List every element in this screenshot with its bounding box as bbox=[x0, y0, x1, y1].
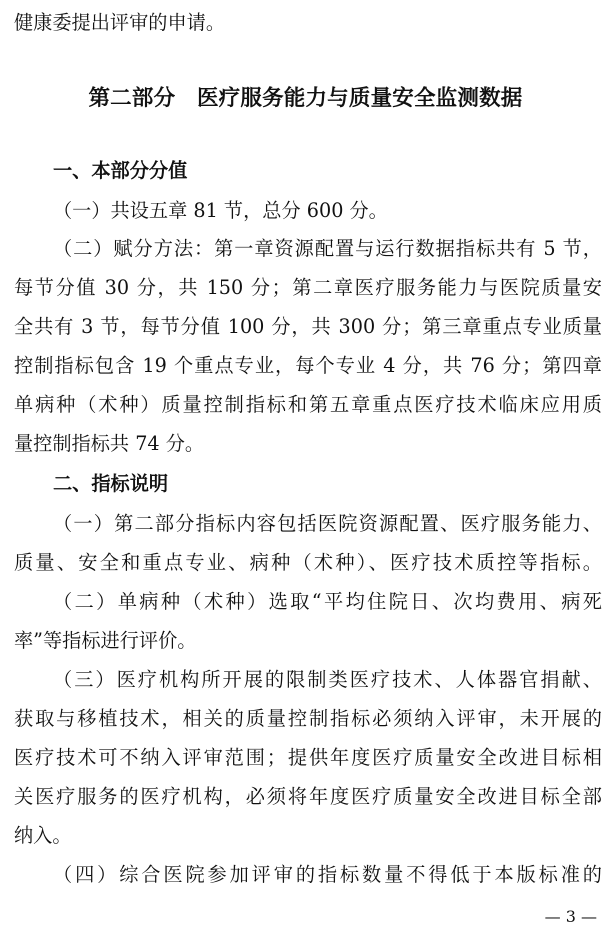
paragraph-indicator-content-line: 质量、安全和重点专业、病种（术种）、医疗技术质控等指标。 bbox=[14, 551, 602, 574]
page-number: — 3 — bbox=[544, 907, 597, 926]
paragraph-restricted-tech-line: 医疗技术可不纳入评审范围；提供年度医疗质量安全改进目标相 bbox=[14, 746, 602, 769]
paragraph-restricted-tech-line: 获取与移植技术，相关的质量控制指标必须纳入评审，未开展的 bbox=[14, 707, 602, 730]
page-title: 第二部分 医疗服务能力与质量安全监测数据 bbox=[88, 86, 523, 111]
paragraph-single-disease-line: 率”等指标进行评价。 bbox=[14, 629, 197, 652]
paragraph-total-score: （一）共设五章 81 节，总分 600 分。 bbox=[53, 199, 388, 222]
paragraph-scoring-method-line: （二）赋分方法：第一章资源配置与运行数据指标共有 5 节， bbox=[53, 237, 602, 260]
paragraph-scoring-method-line: 全共有 3 节，每节分值 100 分，共 300 分；第三章重点专业质量 bbox=[14, 315, 602, 338]
paragraph-general-hospital-line: （四）综合医院参加评审的指标数量不得低于本版标准的 bbox=[53, 863, 602, 886]
paragraph-scoring-method-line: 量控制指标共 74 分。 bbox=[14, 432, 205, 455]
paragraph-scoring-method-line: 控制指标包含 19 个重点专业，每个专业 4 分，共 76 分；第四章 bbox=[14, 354, 602, 377]
section-heading-indicators: 二、指标说明 bbox=[53, 472, 169, 495]
paragraph-restricted-tech-line: （三）医疗机构所开展的限制类医疗技术、人体器官捐献、 bbox=[53, 668, 602, 691]
paragraph-scoring-method-line: 单病种（术种）质量控制指标和第五章重点医疗技术临床应用质 bbox=[14, 393, 602, 416]
paragraph-restricted-tech-line: 关医疗服务的医疗机构，必须将年度医疗质量安全改进目标全部 bbox=[14, 785, 602, 808]
paragraph-indicator-content-line: （一）第二部分指标内容包括医院资源配置、医疗服务能力、 bbox=[53, 512, 602, 535]
top-line: 健康委提出评审的申请。 bbox=[14, 11, 226, 34]
paragraph-single-disease-line: （二）单病种（术种）选取“平均住院日、次均费用、病死 bbox=[53, 590, 602, 613]
paragraph-restricted-tech-line: 纳入。 bbox=[14, 824, 72, 847]
section-heading-score: 一、本部分分值 bbox=[53, 159, 188, 182]
paragraph-scoring-method-line: 每节分值 30 分，共 150 分；第二章医疗服务能力与医院质量安 bbox=[14, 276, 602, 299]
